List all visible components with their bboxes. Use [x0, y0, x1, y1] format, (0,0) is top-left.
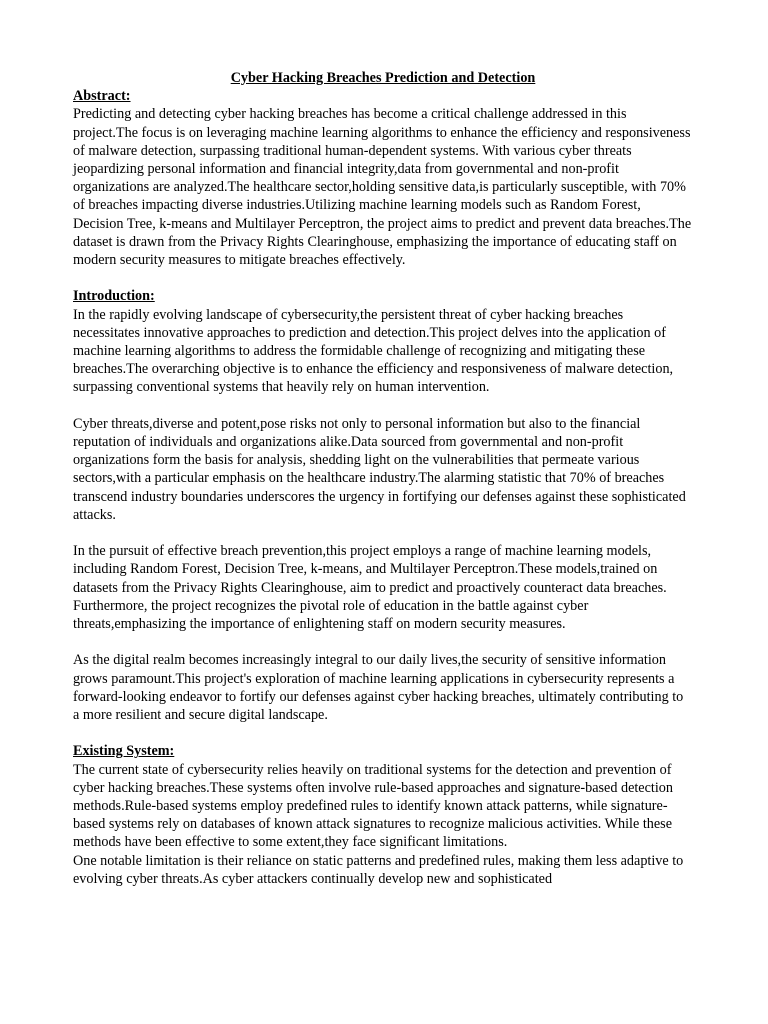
introduction-heading: Introduction:	[73, 288, 155, 305]
paragraph-spacer	[73, 397, 693, 415]
existing-system-paragraph: One notable limitation is their reliance on static patterns and predefined rules, making them less adaptive to evolving cyber threats.As cyber attackers continually develop new and sophisticated	[73, 852, 684, 887]
existing-system-paragraph: The current state of cybersecurity relies heavily on traditional systems for the detection and prevention of cyber hacking breaches.These systems often involve rule-based approaches and signature-based detection methods.Rule-based systems employ predefined rules to identify known attack patterns, while signature-based systems rely on databases of known attack signatures to recognize malicious activities. While these methods have been effective to some extent,they face significant limitations.	[73, 761, 673, 851]
introduction-paragraph: In the rapidly evolving landscape of cybersecurity,the persistent threat of cyber hacking breaches necessitates innovative approaches to prediction and detection.This project delves into the application of machine learning algorithms to address the formidable challenge of recognizing and mitigating these breaches.The overarching objective is to enhance the efficiency and responsiveness of malware detection, surpassing conventional systems that heavily rely on human intervention.	[73, 306, 674, 396]
section-spacer	[73, 724, 693, 742]
document-title: Cyber Hacking Breaches Prediction and Detection	[230, 70, 536, 86]
introduction-paragraph: As the digital realm becomes increasingly integral to our daily lives,the security of sensitive information grows paramount.This project's exploration of machine learning applications in cybersecurity represents a forward-looking endeavor to fortify our defenses against cyber hacking breaches, ultimately contributing to a more resilient and secure digital landscape.	[73, 652, 684, 724]
section-spacer	[73, 269, 693, 287]
existing-system-heading: Existing System:	[73, 743, 175, 760]
introduction-paragraph: Cyber threats,diverse and potent,pose risks not only to personal information but also to the financial reputation of individuals and organizations alike.Data sourced from governmental and non-profit organizations form the basis for analysis, shedding light on the vulnerabilities that permeate various sectors,with a particular emphasis on the healthcare industry.The alarming statistic that 70% of breaches transcend industry boundaries underscores the urgency in fortifying our defenses against these sophisticated attacks.	[73, 415, 686, 523]
paragraph-spacer	[73, 524, 693, 542]
paragraph-spacer	[73, 633, 693, 651]
document-body	[73, 69, 693, 888]
abstract-heading: Abstract:	[73, 88, 131, 105]
introduction-paragraph: In the pursuit of effective breach prevention,this project employs a range of machine learning models, including Random Forest, Decision Tree, k-means, and Multilayer Perceptron.These models,trained on datasets from the Privacy Rights Clearinghouse, aim to predict and proactively counteract data breaches. Furthermore, the project recognizes the pivotal role of education in the battle against cyber threats,emphasizing the importance of enlightening staff on modern security measures.	[73, 543, 667, 633]
abstract-paragraph: Predicting and detecting cyber hacking breaches has become a critical challenge addressed in this project.The focus is on leveraging machine learning algorithms to enhance the efficiency and responsiveness of malware detection, surpassing traditional human-dependent systems. With various cyber threats jeopardizing personal information and financial integrity,data from governmental and non-profit organizations are analyzed.The healthcare sector,holding sensitive data,is particularly susceptible, with 70% of breaches impacting diverse industries.Utilizing machine learning models such as Random Forest, Decision Tree, k-means and Multilayer Perceptron, the project aims to predict and prevent data breaches.The dataset is drawn from the Privacy Rights Clearinghouse, emphasizing the importance of educating staff on modern security measures to mitigate breaches effectively.	[73, 106, 692, 269]
